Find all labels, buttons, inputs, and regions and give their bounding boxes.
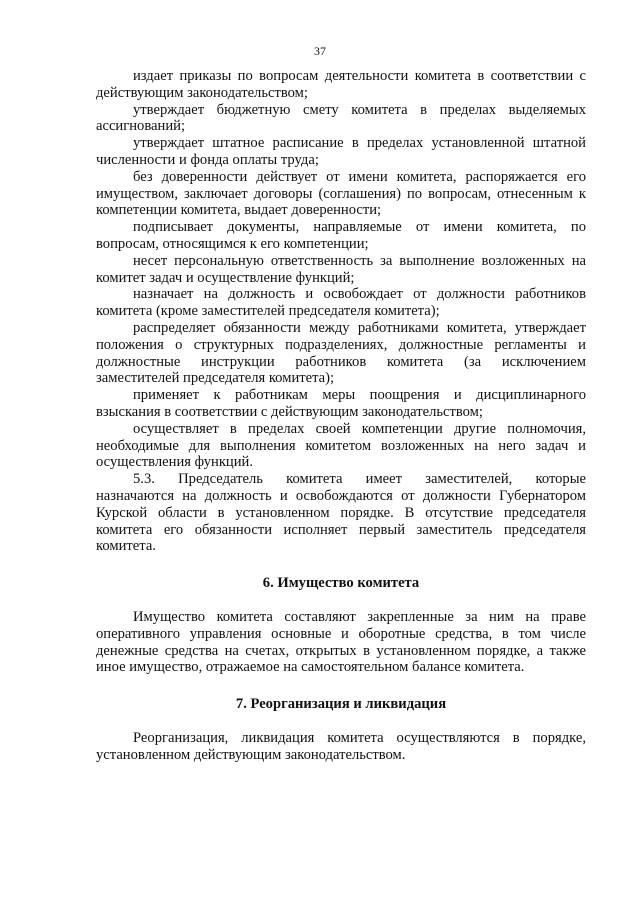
section-7-text: Реорганизация, ликвидация комитета осуществляются в порядке, установленном действующим законодательством. xyxy=(96,729,586,763)
list-item: применяет к работникам меры поощрения и дисциплинарного взыскания в соответствии с действующим законодательством; xyxy=(96,387,586,420)
list-item: осуществляет в пределах своей компетенции другие полномочия, необходимые для выполнения комитетом возложенных на него задач и осуществления функций. xyxy=(96,420,586,471)
paragraph-5-3: 5.3. Председатель комитета имеет заместителей, которые назначаются на должность и освобождаются от должности Губернатором Курской области в установленном порядке. В отсутствие председателя комитета его обязанности исполняет первый заместитель председателя комитета. xyxy=(96,471,586,555)
list-item: распределяет обязанности между работниками комитета, утверждает положения о структурных подразделениях, должностные регламенты и должностные инструкции работников комитета (за исключением заместителей председателя комитета); xyxy=(96,319,586,387)
list-item: утверждает бюджетную смету комитета в пределах выделяемых ассигнований; xyxy=(96,101,586,135)
list-item: издает приказы по вопросам деятельности комитета в соответствии с действующим законодательством; xyxy=(96,68,586,101)
section-7-heading: 7. Реорганизация и ликвидация xyxy=(235,696,447,713)
list-item: без доверенности действует от имени комитета, распоряжается его имуществом, заключает договоры (соглашения) по вопросам, отнесенным к компетенции комитета, выдает доверенности; xyxy=(96,168,586,219)
page-number: 37 xyxy=(314,44,326,58)
list-item: утверждает штатное расписание в пределах установленной штатной численности и фонда оплаты труда; xyxy=(96,135,586,168)
list-item: подписывает документы, направляемые от имени комитета, по вопросам, относящимся к его компетенции; xyxy=(96,219,586,252)
section-6-heading: 6. Имущество комитета xyxy=(262,575,420,592)
list-item: назначает на должность и освобождает от должности работников комитета (кроме заместителей председателя комитета); xyxy=(96,286,586,320)
list-item: несет персональную ответственность за выполнение возложенных на комитет задач и осуществление функций; xyxy=(96,252,586,286)
section-6-text: Имущество комитета составляют закрепленные за ним на праве оперативного управления основные и оборотные средства, в том числе денежные средства на счетах, открытых в установленном порядке, а также иное имущество, отражаемое на самостоятельном балансе комитета. xyxy=(96,608,586,676)
document-body xyxy=(96,68,586,763)
